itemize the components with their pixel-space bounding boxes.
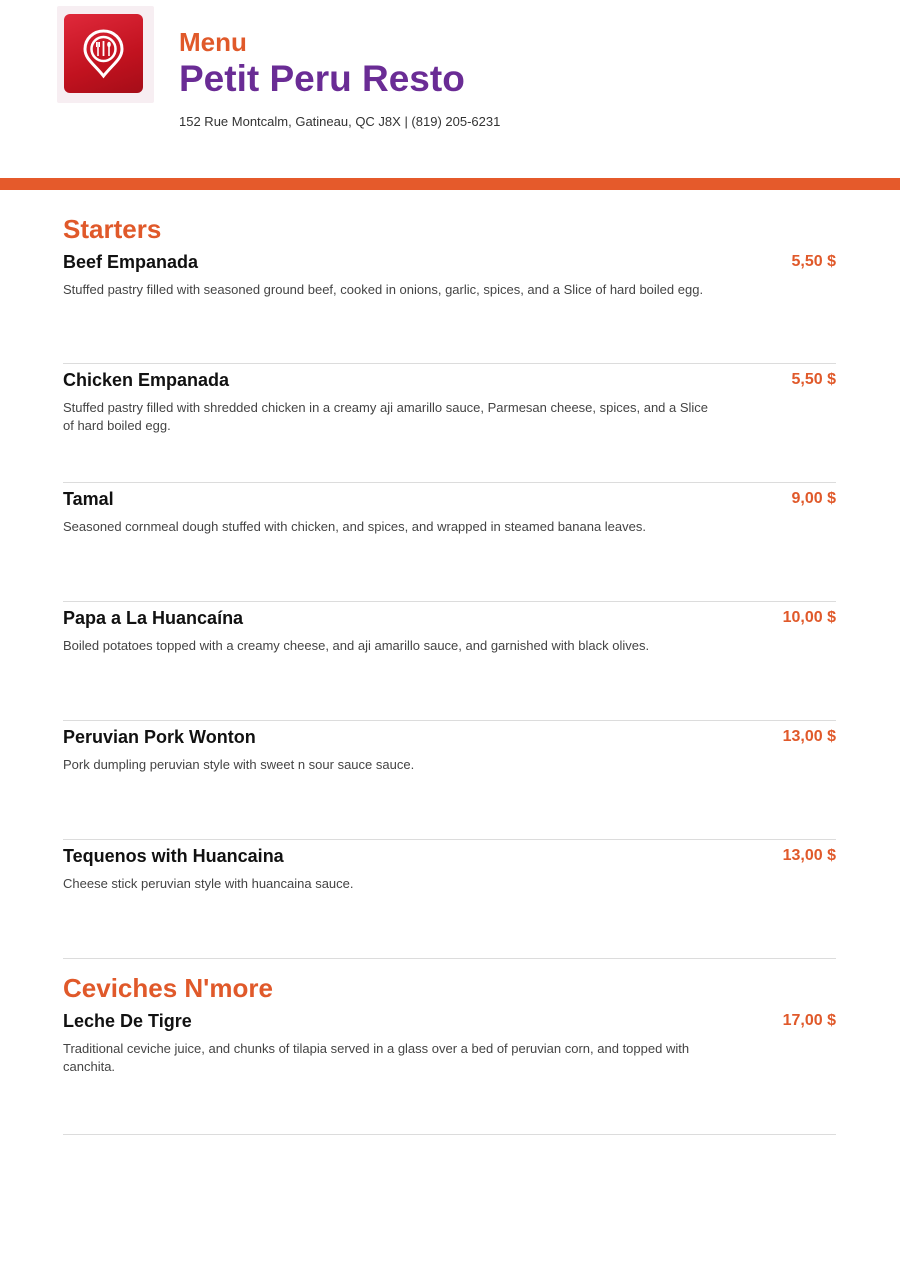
restaurant-address: 152 Rue Montcalm, Gatineau, QC J8X | (819) 205-6231	[179, 114, 501, 129]
logo-frame	[57, 6, 154, 103]
item-description: Stuffed pastry filled with seasoned ground beef, cooked in onions, garlic, spices, and a Slice of hard boiled egg.	[63, 282, 704, 297]
item-description: Stuffed pastry filled with shredded chicken in a creamy aji amarillo sauce, Parmesan cheese, spices, and a Slice of hard boiled egg.	[63, 400, 709, 433]
item-price: 5,50 $	[791, 371, 836, 388]
item-price: 13,00 $	[782, 847, 836, 864]
item-name: Beef Empanada	[63, 252, 199, 272]
menu-item	[63, 840, 836, 959]
menu-item	[63, 602, 836, 721]
accent-divider-bar	[0, 178, 900, 190]
menu-item	[63, 246, 836, 364]
item-name: Tequenos with Huancaina	[63, 846, 284, 866]
item-description: Cheese stick peruvian style with huancaina sauce.	[63, 876, 354, 891]
item-price: 5,50 $	[791, 253, 836, 270]
restaurant-name: Petit Peru Resto	[179, 58, 465, 99]
menu-item	[63, 483, 836, 602]
item-name: Leche De Tigre	[63, 1011, 192, 1031]
item-price: 17,00 $	[782, 1012, 836, 1029]
item-price: 13,00 $	[782, 728, 836, 745]
section-title-starters: Starters	[63, 214, 162, 244]
item-description: Seasoned cornmeal dough stuffed with chicken, and spices, and wrapped in steamed banana leaves.	[63, 519, 646, 534]
menu-content	[63, 212, 836, 1135]
item-price: 9,00 $	[791, 490, 836, 507]
item-price: 10,00 $	[782, 609, 836, 626]
menu-item	[63, 1005, 836, 1135]
menu-item	[63, 364, 836, 483]
item-description: Boiled potatoes topped with a creamy cheese, and aji amarillo sauce, and garnished with black olives.	[63, 638, 650, 653]
item-name: Peruvian Pork Wonton	[63, 727, 256, 747]
utensils-pin-icon	[64, 14, 143, 93]
item-description: Traditional ceviche juice, and chunks of tilapia served in a glass over a bed of peruvian corn, and topped with canchita.	[63, 1041, 690, 1074]
menu-label: Menu	[179, 27, 247, 57]
menu-header	[0, 0, 900, 178]
item-description: Pork dumpling peruvian style with sweet n sour sauce sauce.	[63, 757, 415, 772]
item-name: Tamal	[63, 489, 114, 509]
section-title-ceviches: Ceviches N'more	[63, 973, 273, 1003]
menu-item	[63, 721, 836, 840]
item-name: Papa a La Huancaína	[63, 608, 244, 628]
item-name: Chicken Empanada	[63, 370, 230, 390]
